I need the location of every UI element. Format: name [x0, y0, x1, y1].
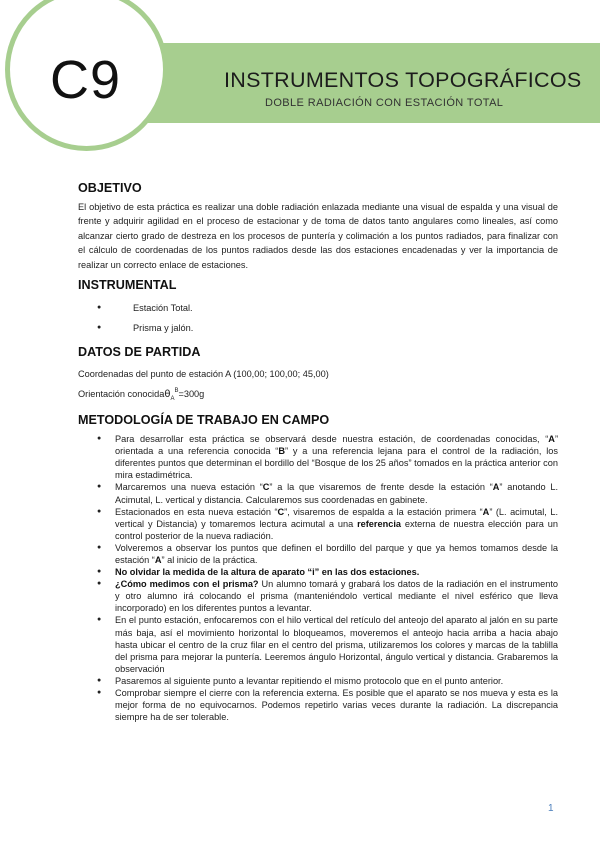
- objetivo-heading: OBJETIVO: [78, 181, 142, 195]
- bold-text: No olvidar la medida de la altura de aparato “i” en las dos estaciones.: [115, 567, 420, 578]
- text-run: ” a la que visaremos de frente desde la estación “: [269, 482, 493, 493]
- objetivo-paragraph: El objetivo de esta práctica es realizar una doble radiación enlazada mediante una visual de espalda y una visual de frente y adquirir agilidad en el proceso de estacionar y de toma de datos tanto angulares como lineales, así como alcanzar cierto grado de destreza en los procesos de puntería y colimación a los puntos radiados, para finalizar con el cálculo de coordenadas de los puntos radiados desde las dos estaciones encadenadas y ver la importancia de realizar un correcto enlace de estaciones.: [78, 202, 558, 270]
- text-run: Estacionados en esta nueva estación “: [115, 506, 278, 517]
- list-item: [78, 566, 558, 578]
- bold-text: B: [278, 446, 286, 457]
- bold-text: A: [482, 506, 490, 517]
- bold-text: A: [492, 482, 500, 493]
- bold-text: C: [277, 506, 285, 517]
- bold-text: A: [548, 434, 555, 445]
- orientation-value: =300g: [178, 389, 205, 400]
- orientation-label: Orientación conocida: [78, 389, 165, 400]
- theta-symbol: θ: [164, 389, 171, 401]
- text-run: ” orientada a una referencia conocida “: [115, 434, 558, 457]
- text-run: Comprobar siempre el cierre con la referencia externa. Es posible que el aparato se nos mueva y esta es la mejor forma de no equivocarnos. Podemos repetirlo varias veces durante la radiación. La discrepancia siempre ha de ser tolerable.: [115, 688, 558, 723]
- bold-text: ¿Cómo medimos con el prisma?: [115, 579, 259, 590]
- text-run: Un alumno tomará y grabará los datos de la radiación en el instrumento y otro alumno irá colocando el prisma (manteniéndolo vertical mediante el nivel esférico que lleva incorporado) en los diferentes puntos a levantar.: [115, 579, 558, 614]
- text-run: Marcaremos una nueva estación “: [115, 482, 263, 493]
- bold-text: A: [154, 554, 162, 565]
- metodologia-heading: METODOLOGÍA DE TRABAJO EN CAMPO: [78, 413, 330, 428]
- instrumental-heading: INSTRUMENTAL: [78, 278, 177, 293]
- page-title: INSTRUMENTOS TOPOGRÁFICOS: [224, 68, 582, 92]
- list-item: [78, 687, 558, 723]
- text-run: ” (L. acimutal, L. vertical y Distancia) y tomaremos lectura acimutal a una: [115, 506, 558, 529]
- text-run: Volveremos a observar los puntos que definen el bordillo del parque y que ya hemos tomamos desde la estación “: [115, 542, 558, 565]
- bold-text: C: [262, 482, 270, 493]
- coordinates-line: Coordenadas del punto de estación A (100,00; 100,00; 45,00): [78, 369, 329, 380]
- list-item: [78, 506, 558, 542]
- list-item: [78, 675, 558, 687]
- theta-superscript: B: [174, 388, 179, 395]
- orientation-line: [78, 387, 558, 403]
- list-item: [78, 542, 558, 566]
- text-run: Pasaremos al siguiente punto a levantar repitiendo el mismo protocolo que en el punto anterior.: [115, 675, 504, 686]
- list-item: ● Estación Total.: [78, 301, 558, 315]
- text-run: ”, visaremos de espalda a la estación primera “: [284, 506, 483, 517]
- document-body: [78, 180, 558, 723]
- text-run: ” anotando L. Acimutal, L. vertical y distancia. Calcularemos sus coordenadas en gabinete.: [115, 482, 558, 505]
- list-item: [78, 481, 558, 505]
- chapter-number: C9: [50, 50, 122, 110]
- page-number: 1: [548, 803, 554, 814]
- text-run: Para desarrollar esta práctica se observará desde nuestra estación, de coordenadas conocidas, “: [115, 434, 549, 445]
- text-run: En el punto estación, enfocaremos con el hilo vertical del retículo del anteojo del aparato al jalón en su parte más baja, así el movimiento horizontal lo bloqueamos, moveremos el anteojo hacia arriba a hacia abajo hasta ubicar el centro de la cruz filar en el centro del prisma, utilizaremos los colores y marcas de la tablilla del prisma para mejorar la puntería. Leeremos ángulo Horizontal, ángulo vertical y distancia. Grabaremos la observación: [115, 615, 558, 674]
- metodologia-list: [78, 433, 558, 723]
- instrumental-list: [78, 301, 558, 335]
- bold-text: referencia: [357, 518, 401, 529]
- list-item: [78, 614, 558, 674]
- text-run: ” al inicio de la práctica.: [161, 554, 258, 565]
- text-run: externa de nuestra elección para un control posterior de la nueva radiación.: [115, 518, 558, 541]
- list-item: [78, 433, 558, 481]
- page-subtitle: DOBLE RADIACIÓN CON ESTACIÓN TOTAL: [265, 97, 504, 109]
- datos-heading: DATOS DE PARTIDA: [78, 345, 201, 360]
- list-item: ● Prisma y jalón.: [78, 321, 558, 335]
- text-run: ” y a una referencia lejana para el control de la radiación, los diferentes puntos que determinan el bordillo del “Bosque de los 25 años” tomados en la práctica anterior con mira estadimétrica.: [115, 446, 558, 481]
- list-item: [78, 578, 558, 614]
- theta-subscript: A: [170, 396, 175, 403]
